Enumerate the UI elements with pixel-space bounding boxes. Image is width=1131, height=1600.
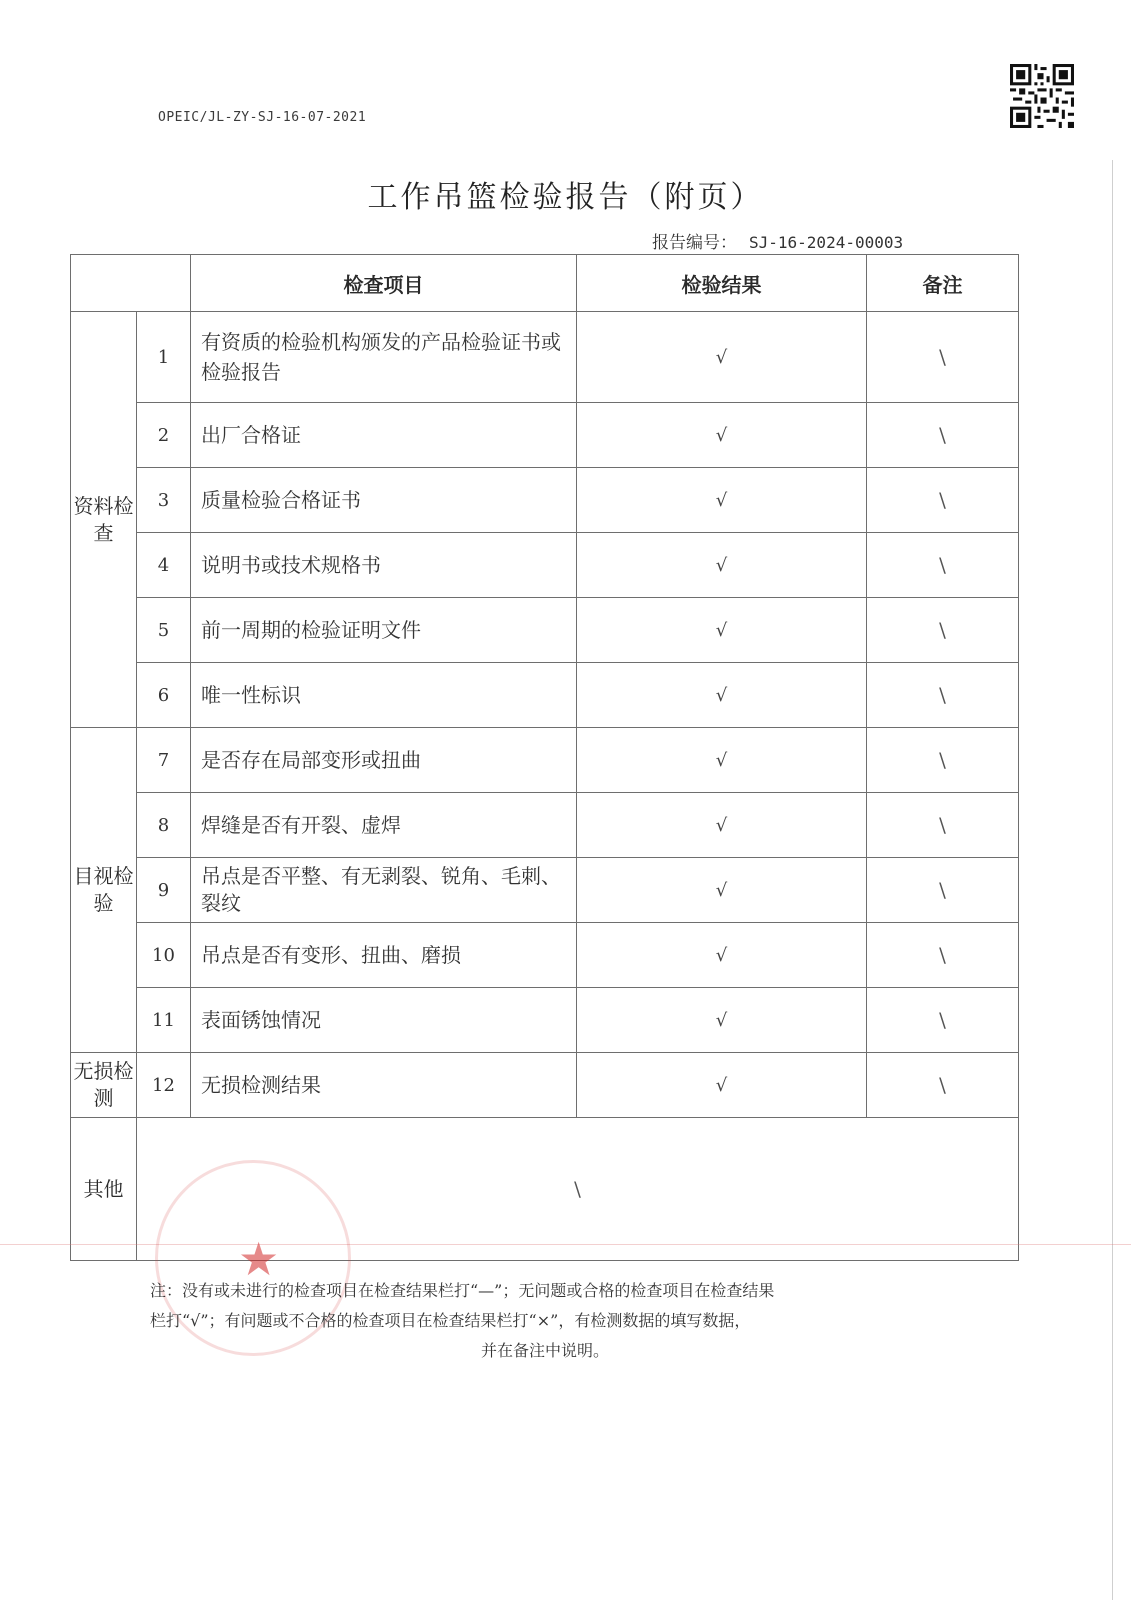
seal-star-icon: ★ — [238, 1232, 280, 1286]
row-result: √ — [577, 663, 867, 728]
qr-code-icon — [1010, 64, 1074, 128]
row-note: \ — [867, 533, 1019, 598]
row-note: \ — [867, 663, 1019, 728]
row-item: 吊点是否平整、有无剥裂、锐角、毛刺、裂纹 — [191, 858, 577, 923]
table-row — [71, 403, 1019, 468]
header-result: 检验结果 — [577, 255, 867, 312]
row-number: 11 — [137, 988, 191, 1053]
report-number-value: SJ-16-2024-00003 — [749, 233, 904, 252]
table-row — [71, 663, 1019, 728]
footnote-line-1: 注：没有或未进行的检查项目在检查结果栏打“—”；无问题或合格的检查项目在检查结果 — [150, 1281, 775, 1300]
row-note: \ — [867, 468, 1019, 533]
table-row — [71, 1053, 1019, 1118]
table-row — [71, 793, 1019, 858]
row-item: 质量检验合格证书 — [191, 468, 577, 533]
row-number: 2 — [137, 403, 191, 468]
row-number: 7 — [137, 728, 191, 793]
row-note: \ — [867, 403, 1019, 468]
row-result: √ — [577, 533, 867, 598]
header-note: 备注 — [867, 255, 1019, 312]
inspection-table — [70, 254, 1019, 1261]
row-item: 唯一性标识 — [191, 663, 577, 728]
row-note: \ — [867, 858, 1019, 923]
row-number: 10 — [137, 923, 191, 988]
row-result: √ — [577, 1053, 867, 1118]
row-item: 吊点是否有变形、扭曲、磨损 — [191, 923, 577, 988]
row-result: √ — [577, 468, 867, 533]
row-number: 5 — [137, 598, 191, 663]
row-item: 焊缝是否有开裂、虚焊 — [191, 793, 577, 858]
row-result: √ — [577, 728, 867, 793]
category-ndt: 无损检测 — [71, 1053, 137, 1118]
table-row — [71, 858, 1019, 923]
row-item: 无损检测结果 — [191, 1053, 577, 1118]
table-row — [71, 468, 1019, 533]
row-item: 前一周期的检验证明文件 — [191, 598, 577, 663]
row-note: \ — [867, 923, 1019, 988]
report-number-label: 报告编号： — [652, 233, 737, 253]
row-result: √ — [577, 403, 867, 468]
row-number: 6 — [137, 663, 191, 728]
page-edge — [1112, 160, 1113, 1600]
row-number: 1 — [137, 312, 191, 403]
row-number: 4 — [137, 533, 191, 598]
row-result: √ — [577, 858, 867, 923]
category-other: 其他 — [71, 1118, 137, 1261]
row-item: 说明书或技术规格书 — [191, 533, 577, 598]
table-row — [71, 598, 1019, 663]
table-row — [71, 988, 1019, 1053]
footnote-line-2: 栏打“√”；有问题或不合格的检查项目在检查结果栏打“×”，有检测数据的填写数据， — [150, 1311, 751, 1330]
table-header-row — [71, 255, 1019, 312]
row-number: 8 — [137, 793, 191, 858]
page-title: 工作吊篮检验报告（附页） — [367, 180, 764, 215]
row-note: \ — [867, 312, 1019, 403]
row-note: \ — [867, 793, 1019, 858]
row-note: \ — [867, 988, 1019, 1053]
table-row — [71, 312, 1019, 403]
table-row — [71, 728, 1019, 793]
header-item: 检查项目 — [191, 255, 577, 312]
category-docs: 资料检查 — [71, 312, 137, 728]
row-note: \ — [867, 728, 1019, 793]
row-result: √ — [577, 793, 867, 858]
footnote-line-3: 并在备注中说明。 — [480, 1341, 609, 1360]
row-result: √ — [577, 312, 867, 403]
row-item: 是否存在局部变形或扭曲 — [191, 728, 577, 793]
other-content: \ — [137, 1118, 1019, 1261]
table-row — [71, 533, 1019, 598]
header-blank-cell — [71, 255, 191, 312]
row-item: 有资质的检验机构颁发的产品检验证书或检验报告 — [191, 312, 577, 403]
report-number — [652, 228, 903, 253]
row-number: 12 — [137, 1053, 191, 1118]
document-code: OPEIC/JL-ZY-SJ-16-07-2021 — [158, 110, 367, 125]
category-visual: 目视检验 — [71, 728, 137, 1053]
footnote — [150, 1276, 940, 1366]
row-note: \ — [867, 1053, 1019, 1118]
row-number: 3 — [137, 468, 191, 533]
row-result: √ — [577, 988, 867, 1053]
row-result: √ — [577, 923, 867, 988]
row-result: √ — [577, 598, 867, 663]
row-item: 表面锈蚀情况 — [191, 988, 577, 1053]
row-number: 9 — [137, 858, 191, 923]
table-row — [71, 923, 1019, 988]
row-item: 出厂合格证 — [191, 403, 577, 468]
row-note: \ — [867, 598, 1019, 663]
